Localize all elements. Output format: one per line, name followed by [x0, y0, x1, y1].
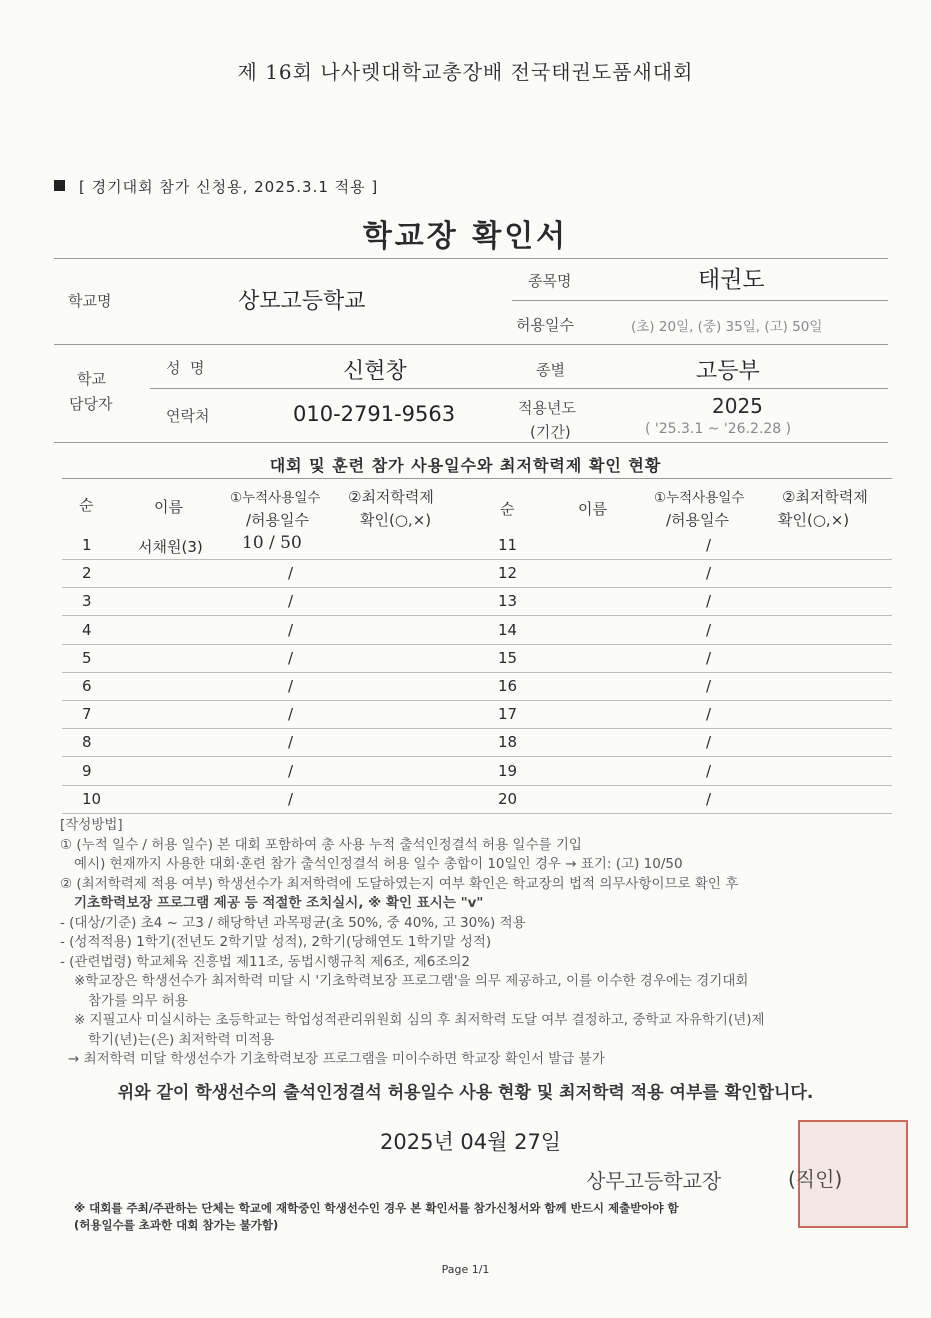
row-name: 서채원(3): [138, 538, 203, 556]
row-days-2: /: [706, 620, 712, 639]
contact-label: 연락처: [166, 407, 210, 425]
notes-line: - (성적적용) 1학기(전년도 2학기말 성적), 2학기(당해연도 1학기말 성적): [60, 934, 492, 950]
notes-line: → 최저학력 미달 학생선수가 기초학력보장 프로그램을 미이수하면 학교장 확인서 발급 불가: [68, 1051, 605, 1067]
col-check-2a: ②최저학력제: [782, 488, 868, 506]
confirm-statement: 위와 같이 학생선수의 출석인정결석 허용일수 사용 현황 및 최저학력 적용 여부를 확인합니다.: [117, 1083, 814, 1103]
row-number-2: 12: [498, 564, 518, 583]
school-name: 상모고등학교: [238, 289, 366, 314]
col-check-2b: 확인(○,×): [778, 511, 850, 529]
notes-line: 학기(년)는(은) 최저학력 미적용: [88, 1031, 275, 1048]
contact-value: 010-2791-9563: [293, 402, 456, 426]
col-name: 이름: [154, 498, 183, 516]
manager-name: 신현창: [343, 359, 407, 384]
row-days-2: /: [706, 733, 712, 752]
year-label-2: (기간): [530, 423, 571, 441]
contest-header: 제 16회 나사렛대학교총장배 전국태권도품새대회: [237, 60, 694, 84]
row-days-2: /: [706, 648, 712, 667]
notes-line: 참가를 의무 허용: [88, 992, 188, 1009]
event-label: 종목명: [528, 272, 572, 290]
row-days: /: [288, 592, 294, 611]
apply-note-text: [ 경기대회 참가 신청용, 2025.3.1 적용 ]: [79, 178, 379, 196]
col-no-2: 순: [500, 500, 515, 518]
notes-line: ② (최저학력제 적용 여부) 학생선수가 최저학력에 도달하였는지 여부 확인은 학교장의 법적 의무사항이므로 확인 후: [60, 875, 739, 892]
issue-date: 2025년 04월 27일: [380, 1130, 562, 1154]
divider: [512, 300, 888, 301]
row-number: 6: [82, 677, 92, 695]
row-number: 7: [82, 705, 92, 724]
row-days: /: [288, 733, 294, 752]
notes-line: 예시) 현재까지 사용한 대회·훈련 참가 출석인정결석 허용 일수 총합이 10일인 경우 → 표기: (고) 10/50: [74, 856, 683, 872]
table-row: [62, 645, 892, 673]
row-number-2: 16: [498, 677, 518, 695]
row-days-2: /: [706, 564, 712, 583]
footer-line: ※ 대회를 주최/주관하는 단체는 학교에 재학중인 학생선수인 경우 본 확인서를 참가신청서와 함께 반드시 제출받아야 함: [74, 1201, 679, 1215]
col-no: 순: [79, 496, 94, 514]
square-bullet-icon: [54, 180, 65, 191]
page-number: Page 1/1: [441, 1263, 490, 1276]
division-value: 고등부: [696, 359, 760, 384]
table-row: [62, 786, 892, 814]
row-number: 5: [82, 648, 92, 667]
row-days: /: [288, 620, 294, 639]
row-days-2: /: [706, 592, 712, 611]
divider: [150, 388, 888, 389]
notes-line: ※ 지필고사 미실시하는 초등학교는 학업성적관리위원회 심의 후 최저학력 도달 여부 결정하고, 중학교 자유학기(년)제: [74, 1012, 765, 1028]
divider: [54, 344, 888, 345]
row-number: 1: [82, 536, 92, 554]
row-days-2: /: [706, 536, 712, 554]
row-number: 8: [82, 733, 92, 752]
col-days-2a: ①누적사용일수: [654, 490, 745, 506]
year-label-1: 적용년도: [518, 399, 576, 417]
school-label: 학교명: [68, 292, 112, 310]
manager-label-1: 학교: [77, 370, 106, 388]
row-days: /: [288, 564, 294, 583]
document-title: 학교장 확인서: [362, 219, 569, 254]
table-row: [62, 758, 892, 786]
row-number-2: 13: [498, 592, 518, 611]
row-number-2: 20: [498, 789, 518, 808]
row-days-2: /: [706, 677, 712, 695]
table-row: [62, 617, 892, 645]
row-number: 3: [82, 592, 92, 611]
row-number-2: 18: [498, 733, 518, 752]
row-number-2: 11: [498, 536, 518, 554]
table-row: [62, 673, 892, 701]
allowed-value: (초) 20일, (중) 35일, (고) 50일: [631, 319, 823, 335]
row-days-2: /: [706, 705, 712, 724]
divider: [54, 442, 888, 443]
footer-note: [74, 1200, 894, 1234]
notes-line: - (관련법령) 학교체육 진흥법 제11조, 동법시행규칙 제6조, 제6조의2: [60, 953, 470, 970]
row-number: 9: [82, 761, 92, 780]
row-days: /: [288, 761, 294, 780]
row-number: 2: [82, 564, 92, 583]
table-row: [62, 560, 892, 588]
table-row: [62, 701, 892, 729]
division-label: 종별: [536, 361, 565, 379]
table-row: [62, 729, 892, 757]
application-note: [54, 176, 378, 197]
row-divider: [62, 813, 892, 814]
instructions: [60, 816, 900, 1070]
row-days-2: /: [706, 789, 712, 808]
seal-label: (직인): [788, 1167, 843, 1191]
footer-line: (허용일수를 초과한 대회 참가는 불가함): [74, 1218, 279, 1232]
name-label: 성 명: [166, 359, 205, 377]
year-value: 2025: [712, 394, 763, 418]
col-days-1: ①누적사용일수: [230, 490, 321, 506]
divider: [54, 258, 888, 259]
row-days: /: [288, 705, 294, 724]
manager-label-2: 담당자: [69, 395, 113, 413]
notes-heading: [작성방법]: [60, 817, 123, 833]
principal-title: 상무고등학교장: [586, 1169, 722, 1193]
col-check-2: 확인(○,×): [360, 511, 432, 529]
row-number-2: 15: [498, 648, 518, 667]
row-number-2: 17: [498, 705, 518, 724]
notes-line: ① (누적 일수 / 허용 일수) 본 대회 포함하여 총 사용 누적 출석인정결석 허용 일수를 기입: [60, 836, 582, 853]
row-days: /: [288, 648, 294, 667]
notes-line: ※학교장은 학생선수가 최저학력 미달 시 '기초학력보장 프로그램'을 의무 제공하고, 이를 이수한 경우에는 경기대회: [74, 973, 749, 989]
year-period: ( '25.3.1 ~ '26.2.28 ): [645, 421, 792, 437]
notes-line: 기초학력보장 프로그램 제공 등 적절한 조치실시, ※ 확인 표시는 "v": [74, 895, 484, 911]
table-row: [62, 532, 892, 560]
row-days-2: /: [706, 761, 712, 780]
divider: [62, 478, 892, 479]
row-number: 10: [82, 789, 102, 808]
section-title: 대회 및 훈련 참가 사용일수와 최저학력제 확인 현황: [269, 456, 662, 475]
table-row: [62, 588, 892, 616]
event-value: 태권도: [698, 267, 765, 293]
allowed-label: 허용일수: [516, 316, 574, 334]
col-name-2: 이름: [578, 500, 607, 518]
row-number-2: 19: [498, 761, 518, 780]
row-number: 4: [82, 620, 92, 639]
col-check-1: ②최저학력제: [348, 488, 434, 506]
col-days-2: /허용일수: [246, 511, 310, 529]
row-days: 10 / 50: [242, 533, 302, 553]
col-days-2b: /허용일수: [666, 511, 730, 529]
row-days: /: [288, 789, 294, 808]
row-days: /: [288, 677, 294, 695]
notes-line: - (대상/기준) 초4 ~ 고3 / 해당학년 과목평균(초 50%, 중 40%, 고 30%) 적용: [60, 914, 526, 931]
row-number-2: 14: [498, 620, 518, 639]
